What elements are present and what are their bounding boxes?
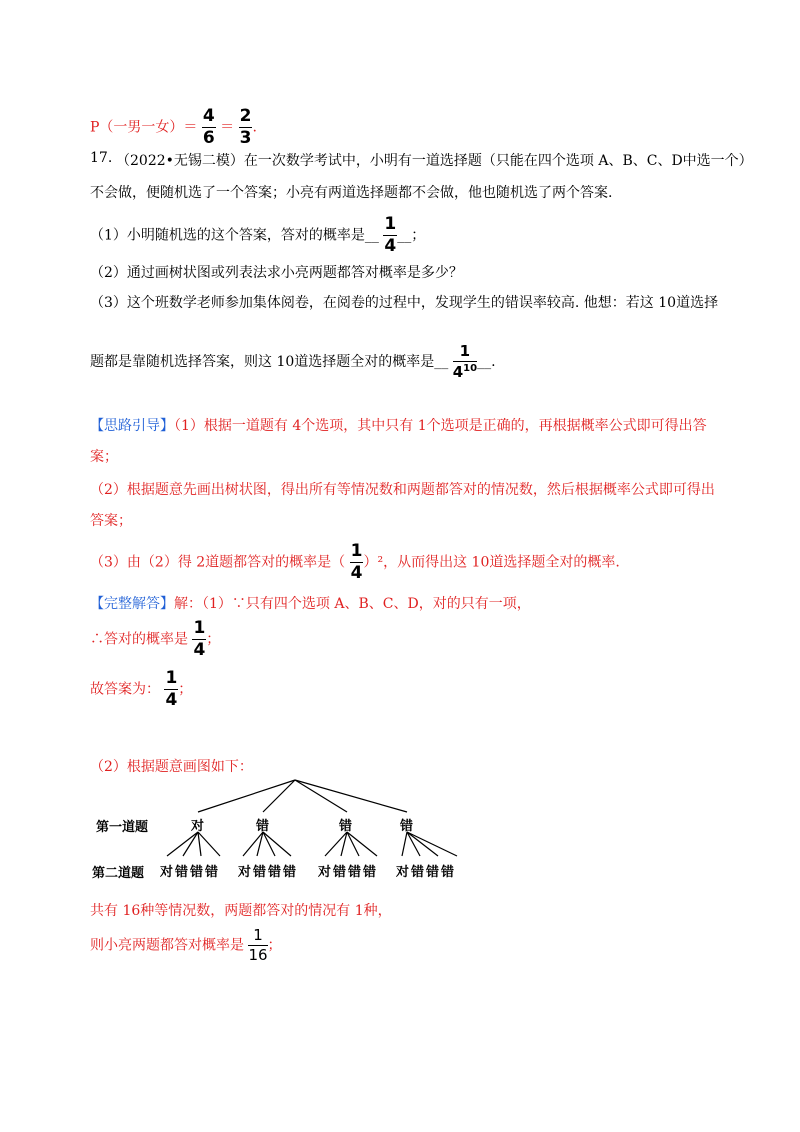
numerator: 1 <box>193 618 206 638</box>
solution-line-5: 共有 16种等情况数，两题都答对的情况有 1种， <box>90 903 392 919</box>
tree-leaf: 错 <box>363 865 379 880</box>
tree-leaf: 错 <box>190 865 206 880</box>
tree-leaf: 错 <box>333 865 349 880</box>
tree-leaf: 对 <box>396 865 412 880</box>
solution-2-text: ∴答对的概率是 <box>90 631 188 648</box>
tree-leaf: 对 <box>238 865 254 880</box>
part-3-text: 题都是靠随机选择答案，则这 10道选择题全对的概率是__ <box>90 354 449 370</box>
denominator: 6 <box>202 128 215 148</box>
tree-leaf: 错 <box>175 865 191 880</box>
solution-line-1 <box>90 593 531 613</box>
part-1-text: （1）小明随机选的这个答案，答对的概率是__ <box>90 227 379 244</box>
equals-sign: ＝ <box>220 119 235 136</box>
top-probability-line <box>90 108 257 147</box>
fraction-2-3 <box>239 108 253 147</box>
tree-leaf: 错 <box>268 865 284 880</box>
hint-line-3 <box>90 543 620 582</box>
solution-3-end: ； <box>178 681 193 698</box>
tree-node-1-4: 错 <box>400 819 414 834</box>
solution-fraction-1-16 <box>248 928 267 963</box>
hint-line-2: （2）根据题意先画出树状图，得出所有等情况数和两题都答对的情况数，然后根据概率公式即可得出 <box>90 482 715 498</box>
hint-line-2b: 答案； <box>90 513 132 529</box>
tree-leaf: 错 <box>283 865 299 880</box>
question-line-2: 不会做，便随机选了一个答案；小亮有两道选择题都不会做，他也随机选了两个答案. <box>90 185 613 201</box>
tree-lines <box>167 780 457 856</box>
tree-leaf: 对 <box>318 865 334 880</box>
tree-group-4 <box>396 861 456 880</box>
numerator: 2 <box>239 106 252 126</box>
tree-leaf: 对 <box>160 865 176 880</box>
denominator <box>453 362 477 380</box>
part-2-line: （2）通过画树状图或列表法求小亮两题都答对概率是多少？ <box>90 265 463 281</box>
tree-row-1-label: 第一道题 <box>96 820 149 835</box>
numerator: 1 <box>384 214 397 234</box>
part-1-line <box>90 216 425 255</box>
denominator: 4 <box>193 640 206 660</box>
denominator: 4 <box>384 236 397 256</box>
numerator: 1 <box>350 541 363 561</box>
question-number: 17. <box>90 150 113 166</box>
question-line-1: （2022•无锡二模）在一次数学考试中，小明有一道选择题（只能在四个选项 A、B、C、D中选一个） <box>116 153 753 169</box>
hint-tag: 【思路引导】 <box>90 418 174 434</box>
part-3-line-2 <box>90 344 496 380</box>
denominator: 16 <box>248 946 268 964</box>
hint-3b: ）²，从而得出这 10道选择题全对的概率. <box>363 554 620 571</box>
denominator-base: 4 <box>452 363 464 381</box>
fraction-4-6 <box>202 108 216 147</box>
tree-leaf: 错 <box>348 865 364 880</box>
solution-fraction-1-4 <box>192 620 206 659</box>
answer-fraction-1-4-pow-10 <box>453 344 477 380</box>
tree-node-1-1: 对 <box>191 819 205 834</box>
tree-row-2-label: 第二道题 <box>92 866 145 881</box>
tree-leaf: 错 <box>253 865 269 880</box>
tree-leaf: 错 <box>411 865 427 880</box>
tree-leaf: 错 <box>426 865 442 880</box>
solution-3-text: 故答案为： <box>90 681 160 698</box>
hint-3a: （3）由（2）得 2道题都答对的概率是（ <box>90 554 346 571</box>
hint-line-1 <box>90 415 707 435</box>
hint-1a: （1）根据一道题有 4个选项，其中只有 1个选项是正确的，再根据概率公式即可得出答 <box>174 418 707 434</box>
numerator: 1 <box>459 342 471 360</box>
hint-line-1b: 案； <box>90 449 118 465</box>
tree-group-2 <box>238 861 298 880</box>
period: . <box>252 119 257 136</box>
tree-leaf: 错 <box>205 865 221 880</box>
solution-fraction-1-4-b <box>164 670 178 709</box>
numerator: 1 <box>165 668 178 688</box>
solution-1: 解：（1）∵只有四个选项 A、B、C、D，对的只有一项， <box>174 596 531 612</box>
tree-node-1-2: 错 <box>256 819 270 834</box>
part-3-line-1: （3）这个班数学老师参加集体阅卷，在阅卷的过程中，发现学生的错误率较高. 他想：若这 10道选择 <box>90 295 719 311</box>
part-3-end: __. <box>477 354 496 370</box>
denominator-exponent: 10 <box>463 363 478 374</box>
solution-line-4: （2）根据题意画图如下： <box>90 759 253 775</box>
tree-leaf: 错 <box>441 865 457 880</box>
part-1-end: __； <box>397 227 426 244</box>
solution-line-6 <box>90 928 282 963</box>
denominator: 4 <box>350 563 363 583</box>
solution-line-3 <box>90 670 192 709</box>
solution-tag: 【完整解答】 <box>90 596 174 612</box>
solution-6-end: ； <box>267 937 282 954</box>
answer-fraction-1-4 <box>383 216 397 255</box>
numerator: 4 <box>202 106 215 126</box>
numerator: 1 <box>253 926 263 944</box>
solution-line-2 <box>90 620 220 659</box>
tree-group-3 <box>318 861 378 880</box>
denominator: 3 <box>239 128 252 148</box>
hint-fraction-1-4 <box>350 543 364 582</box>
solution-2-end: ； <box>206 631 221 648</box>
top-prefix: P（一男一女）＝ <box>90 119 198 136</box>
solution-6-text: 则小亮两题都答对概率是 <box>90 937 244 954</box>
tree-node-1-3: 错 <box>339 819 353 834</box>
tree-group-1 <box>160 861 220 880</box>
denominator: 4 <box>165 690 178 710</box>
